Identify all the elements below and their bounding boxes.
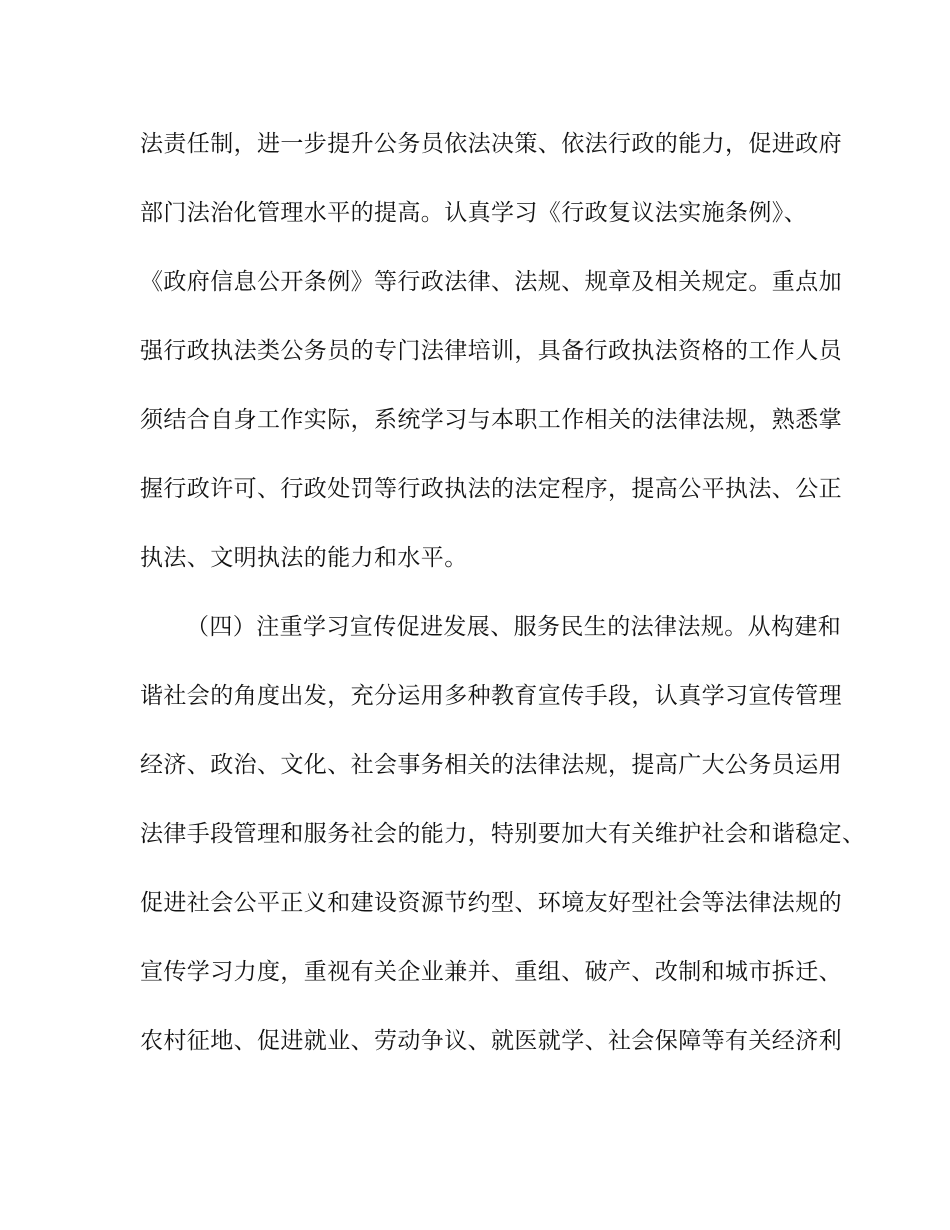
text-line: 经济、政治、文化、社会事务相关的法律法规，提高广大公务员运用 <box>140 752 842 778</box>
text-line: 促进社会公平正义和建设资源节约型、环境友好型社会等法律法规的 <box>140 890 842 916</box>
text-line: 部门法治化管理水平的提高。认真学习《行政复议法实施条例》、 <box>140 200 808 226</box>
text-line: 宣传学习力度，重视有关企业兼并、重组、破产、改制和城市拆迁、 <box>140 959 842 985</box>
body-text <box>140 120 866 1086</box>
text-line: 谐社会的角度出发，充分运用多种教育宣传手段，认真学习宣传管理 <box>140 683 842 709</box>
text-line: 强行政执法类公务员的专门法律培训，具备行政执法资格的工作人员 <box>140 338 842 364</box>
section-heading-line: （四）注重学习宣传促进发展、服务民生的法律法规。从构建和 <box>186 614 842 640</box>
text-line: 执法、文明执法的能力和水平。 <box>140 545 468 571</box>
text-line: 法律手段管理和服务社会的能力，特别要加大有关维护社会和谐稳定、 <box>140 821 866 847</box>
text-line: 握行政许可、行政处罚等行政执法的法定程序，提高公平执法、公正 <box>140 476 842 502</box>
text-line: 法责任制，进一步提升公务员依法决策、依法行政的能力，促进政府 <box>140 131 842 157</box>
text-line: 农村征地、促进就业、劳动争议、就医就学、社会保障等有关经济利 <box>140 1028 842 1054</box>
text-line: 《政府信息公开条例》等行政法律、法规、规章及相关规定。重点加 <box>140 269 842 295</box>
text-line: 须结合自身工作实际，系统学习与本职工作相关的法律法规，熟悉掌 <box>140 407 842 433</box>
